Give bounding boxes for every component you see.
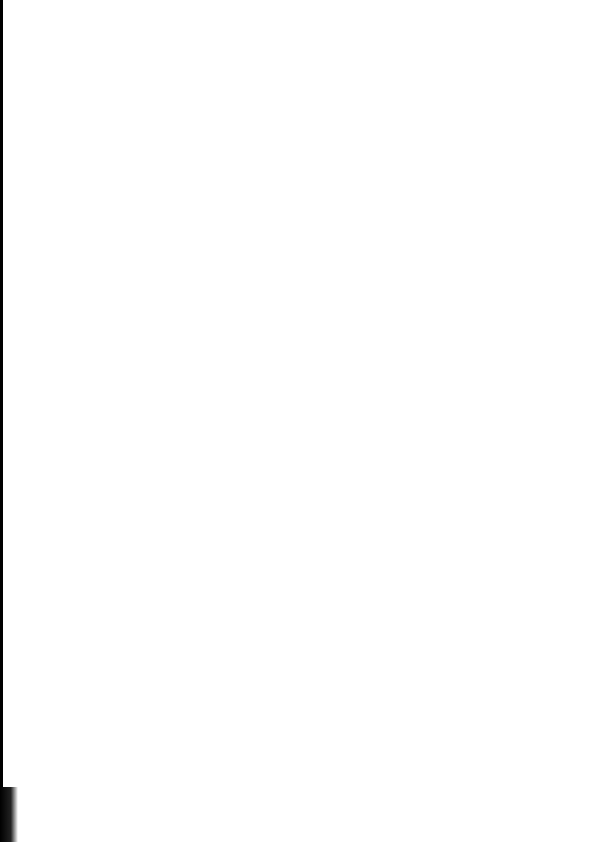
scan-edge-left — [0, 0, 3, 842]
scan-shadow-bottom-left — [0, 787, 18, 842]
